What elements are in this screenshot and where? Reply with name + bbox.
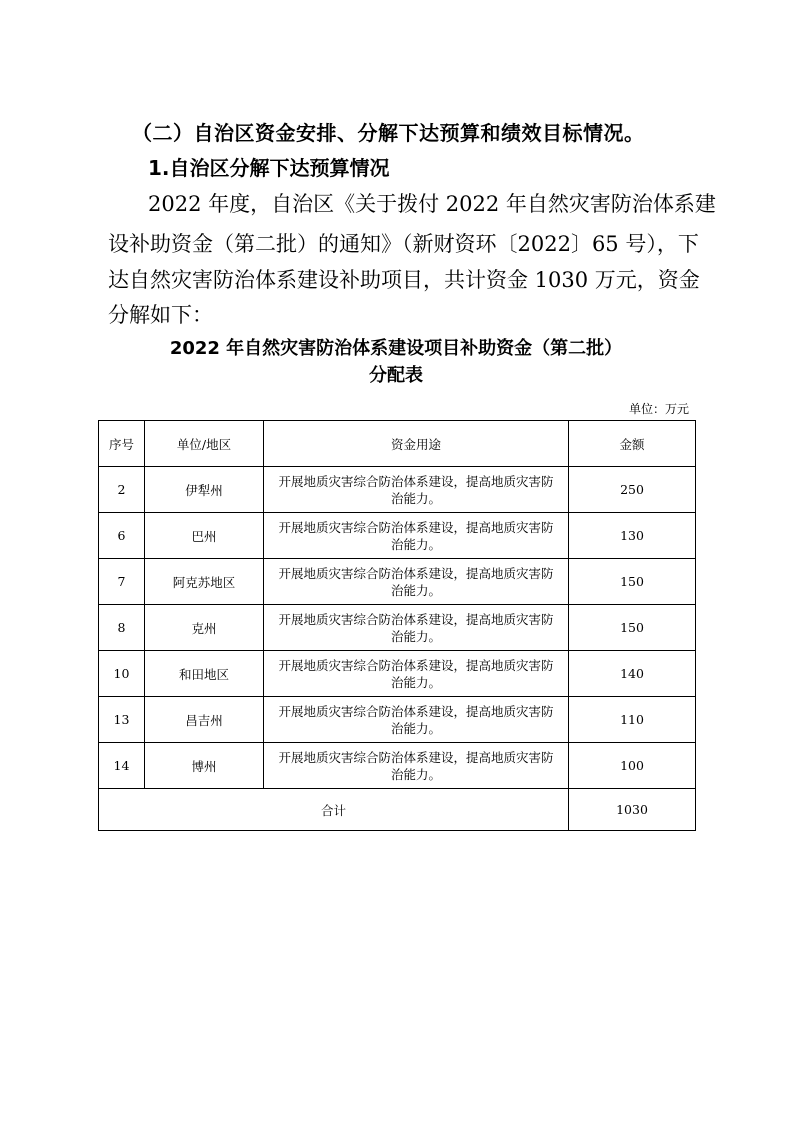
cell-use xyxy=(264,651,569,697)
cell-use-line-2: 治能力。 xyxy=(390,674,441,690)
cell-region: 巴州 xyxy=(145,513,264,559)
table-total-row xyxy=(99,789,696,831)
cell-no: 6 xyxy=(99,513,145,559)
section-heading: （二）自治区资金安排、分解下达预算和绩效目标情况。 xyxy=(132,121,645,145)
cell-use-line-2: 治能力。 xyxy=(390,766,441,782)
unit-label: 单位：万元 xyxy=(628,402,689,416)
cell-use xyxy=(264,743,569,789)
cell-use-line-2: 治能力。 xyxy=(390,720,441,736)
subsection-heading: 1.自治区分解下达预算情况 xyxy=(148,156,390,180)
table-header-row xyxy=(99,421,696,467)
cell-region: 伊犁州 xyxy=(145,467,264,513)
cell-use xyxy=(264,697,569,743)
table-row xyxy=(99,605,696,651)
cell-amount: 110 xyxy=(569,697,696,743)
cell-region: 博州 xyxy=(145,743,264,789)
cell-use xyxy=(264,605,569,651)
table-title-line-2: 分配表 xyxy=(369,365,423,386)
paragraph-line-1: 2022 年度，自治区《关于拨付 2022 年自然灾害防治体系建 xyxy=(148,192,716,216)
table-title: 2022 年自然灾害防治体系建设项目补助资金（第二批） xyxy=(169,338,623,359)
cell-use-line-2: 治能力。 xyxy=(390,582,441,598)
cell-no: 10 xyxy=(99,651,145,697)
cell-region: 和田地区 xyxy=(145,651,264,697)
cell-use xyxy=(264,467,569,513)
table-row xyxy=(99,559,696,605)
cell-amount: 100 xyxy=(569,743,696,789)
total-amount: 1030 xyxy=(569,789,696,831)
header-amount: 金额 xyxy=(569,421,696,467)
table-row xyxy=(99,467,696,513)
cell-amount: 150 xyxy=(569,559,696,605)
cell-amount: 150 xyxy=(569,605,696,651)
cell-use-line-1: 开展地质灾害综合防治体系建设，提高地质灾害防 xyxy=(278,657,554,673)
cell-no: 2 xyxy=(99,467,145,513)
cell-use-line-1: 开展地质灾害综合防治体系建设，提高地质灾害防 xyxy=(278,565,554,581)
cell-region: 阿克苏地区 xyxy=(145,559,264,605)
cell-use xyxy=(264,513,569,559)
cell-use-line-1: 开展地质灾害综合防治体系建设，提高地质灾害防 xyxy=(278,703,554,719)
cell-use xyxy=(264,559,569,605)
cell-region: 克州 xyxy=(145,605,264,651)
total-label: 合计 xyxy=(99,789,569,831)
cell-use-line-1: 开展地质灾害综合防治体系建设，提高地质灾害防 xyxy=(278,749,554,765)
cell-use-line-2: 治能力。 xyxy=(390,536,441,552)
cell-use-line-2: 治能力。 xyxy=(390,628,441,644)
table-row xyxy=(99,697,696,743)
cell-use-line-2: 治能力。 xyxy=(390,490,441,506)
cell-amount: 130 xyxy=(569,513,696,559)
table-row xyxy=(99,513,696,559)
table-row xyxy=(99,651,696,697)
cell-no: 7 xyxy=(99,559,145,605)
paragraph-line-2: 设补助资金（第二批）的通知》（新财资环〔2022〕65 号），下 xyxy=(108,232,699,256)
header-use: 资金用途 xyxy=(264,421,569,467)
cell-amount: 250 xyxy=(569,467,696,513)
cell-no: 13 xyxy=(99,697,145,743)
paragraph-line-4: 分解如下： xyxy=(108,303,213,327)
cell-no: 8 xyxy=(99,605,145,651)
header-region: 单位/地区 xyxy=(145,421,264,467)
cell-region: 昌吉州 xyxy=(145,697,264,743)
header-no: 序号 xyxy=(99,421,145,467)
cell-no: 14 xyxy=(99,743,145,789)
table-row xyxy=(99,743,696,789)
cell-use-line-1: 开展地质灾害综合防治体系建设，提高地质灾害防 xyxy=(278,611,554,627)
cell-use-line-1: 开展地质灾害综合防治体系建设，提高地质灾害防 xyxy=(278,519,554,535)
allocation-table xyxy=(98,420,696,831)
paragraph-line-3: 达自然灾害防治体系建设补助项目，共计资金 1030 万元，资金 xyxy=(108,268,700,292)
cell-use-line-1: 开展地质灾害综合防治体系建设，提高地质灾害防 xyxy=(278,473,554,489)
cell-amount: 140 xyxy=(569,651,696,697)
